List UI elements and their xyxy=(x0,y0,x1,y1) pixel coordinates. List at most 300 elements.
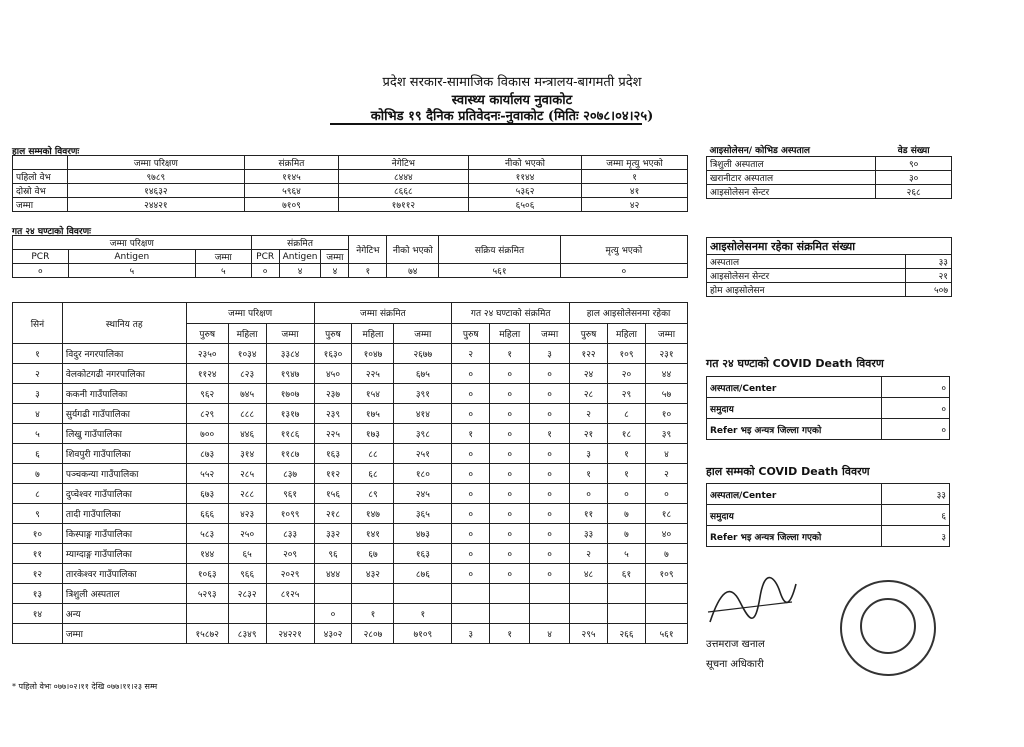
local-cell: ० xyxy=(452,524,490,544)
local-cell: १०९ xyxy=(608,344,646,364)
local-g4: हाल आइसोलेसनमा रहेका xyxy=(570,303,688,324)
local-cell: ० xyxy=(530,524,570,544)
death-count: ० xyxy=(882,398,950,419)
local-place: तारकेश्वर गाउँपालिका xyxy=(62,564,186,584)
local-cell: १ xyxy=(530,424,570,444)
last24-h-antigen: Antigen xyxy=(68,250,195,264)
isolation-name: आइसोलेसन सेन्टर xyxy=(707,185,876,199)
local-cell xyxy=(352,584,394,604)
isolation-infected-title: आइसोलेसनमा रहेका संक्रमित संख्या xyxy=(707,238,952,255)
isolation-name: खरानीटार अस्पताल xyxy=(707,171,876,185)
table-row xyxy=(13,604,688,624)
local-place: अन्य xyxy=(62,604,186,624)
death-count: ० xyxy=(882,377,950,398)
local-cell: ६७५ xyxy=(394,364,452,384)
cumulative-cell: ४१ xyxy=(582,184,688,198)
local-cell: ० xyxy=(530,444,570,464)
cumulative-cell: ७१०९ xyxy=(245,198,339,212)
table-row xyxy=(707,484,950,505)
local-cell: ३६५ xyxy=(394,504,452,524)
local-cell: ९६१ xyxy=(266,484,314,504)
local-cell: १ xyxy=(394,604,452,624)
local-cell: २३१ xyxy=(645,344,687,364)
local-cell: ८२९ xyxy=(186,404,228,424)
table-row xyxy=(707,283,952,297)
local-cell: २२५ xyxy=(352,364,394,384)
local-cell: ४४६ xyxy=(228,424,266,444)
local-cell: ४८ xyxy=(570,564,608,584)
local-cell: १७३ xyxy=(352,424,394,444)
cumulative-header-5: जम्मा मृत्यु भएको xyxy=(582,156,688,170)
local-cell: ९६२ xyxy=(186,384,228,404)
local-cell: ० xyxy=(530,484,570,504)
table-row xyxy=(13,544,688,564)
local-cell: ० xyxy=(452,504,490,524)
local-cell: १६३ xyxy=(314,444,352,464)
last24-h-recovered: नीको भएको xyxy=(387,236,439,264)
local-cell: ० xyxy=(490,504,530,524)
death-count: ० xyxy=(882,419,950,440)
signature-role: सूचना अधिकारी xyxy=(706,659,764,670)
local-cell: ४७३ xyxy=(394,524,452,544)
local-cell: २८ xyxy=(570,384,608,404)
local-cell: ५६१ xyxy=(645,624,687,644)
local-cell: ३३८४ xyxy=(266,344,314,364)
isolation-name: त्रिशुली अस्पताल xyxy=(707,157,876,171)
local-cell: ३ xyxy=(452,624,490,644)
table-row xyxy=(707,419,950,440)
death-count: ६ xyxy=(882,505,950,526)
local-cell xyxy=(608,584,646,604)
death-label: अस्पताल/Center xyxy=(707,484,882,505)
local-cell xyxy=(314,584,352,604)
last24-value: ० xyxy=(251,264,279,278)
last24-caption: गत २४ घण्टाको विवरणः xyxy=(12,227,91,237)
table-row xyxy=(13,564,688,584)
cumulative-cell: ८६६८ xyxy=(338,184,468,198)
local-cell: ७४५ xyxy=(228,384,266,404)
local-cell: ६७ xyxy=(352,544,394,564)
local-cell: १० xyxy=(645,404,687,424)
table-row xyxy=(707,269,952,283)
local-cell: २८५ xyxy=(228,464,266,484)
local-cell: १ xyxy=(608,464,646,484)
local-cell: २ xyxy=(570,544,608,564)
local-h-place: स्थानिय तह xyxy=(62,303,186,344)
local-cell: ० xyxy=(490,464,530,484)
local-place: ककनी गाउँपालिका xyxy=(62,384,186,404)
local-subheader: जम्मा xyxy=(394,323,452,344)
table-row xyxy=(13,198,688,212)
local-cell: २ xyxy=(570,404,608,424)
local-subheader: पुरुष xyxy=(314,323,352,344)
local-cell: २२५ xyxy=(314,424,352,444)
local-cell: ० xyxy=(452,364,490,384)
local-g3: गत २४ घण्टाको संक्रमित xyxy=(452,303,570,324)
last24-value: ५ xyxy=(68,264,195,278)
local-h-sn: सिनं xyxy=(13,303,63,344)
local-cell: ० xyxy=(530,384,570,404)
local-place: वेलकोटगढी नगरपालिका xyxy=(62,364,186,384)
local-cell: ७ xyxy=(645,544,687,564)
last24-h-pcr: PCR xyxy=(13,250,69,264)
cumulative-cell: १ xyxy=(582,170,688,184)
local-cell: ८३३ xyxy=(266,524,314,544)
table-row xyxy=(13,444,688,464)
local-cell: ४ xyxy=(13,404,63,424)
last24-value: ४ xyxy=(279,264,321,278)
local-cell xyxy=(490,604,530,624)
cumulative-cell: ८४४४ xyxy=(338,170,468,184)
local-cell: २८०७ xyxy=(352,624,394,644)
death-label: समुदाय xyxy=(707,505,882,526)
local-cell: २१८ xyxy=(314,504,352,524)
local-subheader: महिला xyxy=(490,323,530,344)
local-subheader: पुरुष xyxy=(570,323,608,344)
local-cell: ११२४ xyxy=(186,364,228,384)
local-cell: ० xyxy=(452,384,490,404)
local-cell: १४४ xyxy=(186,544,228,564)
local-cell: ० xyxy=(530,464,570,484)
local-cell: ७ xyxy=(608,504,646,524)
table-row xyxy=(13,170,688,184)
local-place: सुर्यगढी गाउँपालिका xyxy=(62,404,186,424)
table-row xyxy=(13,624,688,644)
local-cell: ४ xyxy=(645,444,687,464)
local-cell: २८८ xyxy=(228,484,266,504)
local-cell: ० xyxy=(452,484,490,504)
local-cell: ३१४ xyxy=(228,444,266,464)
local-cell xyxy=(228,604,266,624)
last24-group-test: जम्मा परिक्षण xyxy=(13,236,252,250)
last24-h-antigen-infected: Antigen xyxy=(279,250,321,264)
local-cell: ० xyxy=(452,564,490,584)
local-cell: ११२ xyxy=(314,464,352,484)
local-cell: ६ xyxy=(13,444,63,464)
local-cell: १८० xyxy=(394,464,452,484)
local-cell: ५८३ xyxy=(186,524,228,544)
local-cell: १७०७ xyxy=(266,384,314,404)
table-row xyxy=(707,398,950,419)
local-place: पञ्चकन्या गाउँपालिका xyxy=(62,464,186,484)
local-place: तादी गाउँपालिका xyxy=(62,504,186,524)
local-cell: ३ xyxy=(13,384,63,404)
local-cell: ३ xyxy=(570,444,608,464)
local-cell: ० xyxy=(452,444,490,464)
local-cell: २५१ xyxy=(394,444,452,464)
local-cell: ४२३ xyxy=(228,504,266,524)
local-cell: १६३ xyxy=(394,544,452,564)
death-count: ३३ xyxy=(882,484,950,505)
cumulative-caption: हाल सम्मको विवरणः xyxy=(12,147,80,157)
table-row xyxy=(13,364,688,384)
local-cell: २ xyxy=(452,344,490,364)
local-cell: २५० xyxy=(228,524,266,544)
local-cell xyxy=(490,584,530,604)
cumulative-cell: ६५०६ xyxy=(468,198,581,212)
local-cell: ० xyxy=(530,564,570,584)
local-cell: १६३० xyxy=(314,344,352,364)
local-cell: २९ xyxy=(608,384,646,404)
cumulative-cell: ११४५ xyxy=(245,170,339,184)
table-row xyxy=(13,484,688,504)
local-cell: ४५० xyxy=(314,364,352,384)
cumulative-header-2: संक्रमित xyxy=(245,156,339,170)
table-row xyxy=(13,584,688,604)
isolation-infected-name: आइसोलेसन सेन्टर xyxy=(707,269,906,283)
local-cell xyxy=(608,604,646,624)
local-cell: ० xyxy=(570,484,608,504)
local-cell xyxy=(645,584,687,604)
local-cell: ४४४ xyxy=(314,564,352,584)
local-cell: ५ xyxy=(13,424,63,444)
local-cell: ५ xyxy=(608,544,646,564)
last24-value: ५६१ xyxy=(439,264,560,278)
local-cell xyxy=(570,584,608,604)
local-cell: ८८८ xyxy=(228,404,266,424)
local-cell: ७ xyxy=(608,524,646,544)
death-label: अस्पताल/Center xyxy=(707,377,882,398)
death-label: Refer भइ अन्यत्र जिल्ला गएको xyxy=(707,419,882,440)
local-cell: २३५० xyxy=(186,344,228,364)
cumulative-header-4: नीको भएको xyxy=(468,156,581,170)
header-line3: कोभिड १९ दैनिक प्रतिवेदनः-नुवाकोट (मितिः २०७८।०४।२५) xyxy=(370,109,654,124)
local-cell: ० xyxy=(490,444,530,464)
local-cell: १३१७ xyxy=(266,404,314,424)
signature-scribble xyxy=(700,572,800,630)
local-cell: ४ xyxy=(530,624,570,644)
local-cell: १ xyxy=(490,624,530,644)
local-subheader: जम्मा xyxy=(645,323,687,344)
local-cell: ० xyxy=(645,484,687,504)
local-g2: जम्मा संक्रमित xyxy=(314,303,452,324)
local-cell xyxy=(452,584,490,604)
local-cell: ८९ xyxy=(352,484,394,504)
isolation-infected-count: ५०७ xyxy=(906,283,952,297)
local-cell: ० xyxy=(490,404,530,424)
local-cell: २४२२१ xyxy=(266,624,314,644)
local-place: किस्पाङ्ग गाउँपालिका xyxy=(62,524,186,544)
local-cell: ० xyxy=(530,544,570,564)
table-row xyxy=(13,344,688,364)
cumulative-cell: दोस्रो वेभ xyxy=(13,184,68,198)
local-place: विदुर नगरपालिका xyxy=(62,344,186,364)
isolation-table xyxy=(706,143,952,199)
local-cell: २१ xyxy=(570,424,608,444)
local-cell: २३९ xyxy=(314,404,352,424)
local-cell xyxy=(394,584,452,604)
local-cell: ० xyxy=(490,524,530,544)
footnote: * पहिलो वेभः ०७७।०२।११ देखि ०७७।११।२३ सम्म xyxy=(12,682,158,691)
local-cell: ३९८ xyxy=(394,424,452,444)
local-cell: १४७ xyxy=(352,504,394,524)
isolation-header-beds: वेड संख्या xyxy=(876,143,952,157)
death-label: Refer भइ अन्यत्र जिल्ला गएको xyxy=(707,526,882,547)
local-cell: २८३२ xyxy=(228,584,266,604)
local-cell: ४० xyxy=(645,524,687,544)
isolation-beds: ९० xyxy=(876,157,952,171)
local-cell: १२२ xyxy=(570,344,608,364)
local-cell: ४४ xyxy=(645,364,687,384)
local-cell: २६७७ xyxy=(394,344,452,364)
local-cell: ९६ xyxy=(314,544,352,564)
local-cell: ३९ xyxy=(645,424,687,444)
local-cell: ११८६ xyxy=(266,424,314,444)
local-cell: २४५ xyxy=(394,484,452,504)
local-cell: ० xyxy=(490,384,530,404)
local-cell: १०४७ xyxy=(352,344,394,364)
isolation-header-name: आइसोलेसन/ कोभिड अस्पताल xyxy=(707,143,876,157)
table-row xyxy=(707,526,950,547)
local-cell: ८२३ xyxy=(228,364,266,384)
last24-h-death: मृत्यु भएको xyxy=(560,236,687,264)
local-cell: १५८७२ xyxy=(186,624,228,644)
local-cell: १ xyxy=(608,444,646,464)
cumulative-header-0 xyxy=(13,156,68,170)
isolation-infected-count: २१ xyxy=(906,269,952,283)
table-row xyxy=(13,524,688,544)
local-cell: ५२९३ xyxy=(186,584,228,604)
cumulative-cell: १४६३२ xyxy=(67,184,244,198)
local-cell: १ xyxy=(352,604,394,624)
local-g1: जम्मा परिक्षण xyxy=(186,303,314,324)
isolation-infected-name: अस्पताल xyxy=(707,255,906,269)
local-cell: ६१ xyxy=(608,564,646,584)
last24-value: ५ xyxy=(195,264,251,278)
cumulative-cell: २४४२१ xyxy=(67,198,244,212)
local-cell xyxy=(570,604,608,624)
isolation-infected-count: ३३ xyxy=(906,255,952,269)
local-cell xyxy=(645,604,687,624)
local-cell: ९६६ xyxy=(228,564,266,584)
local-cell: २३७ xyxy=(314,384,352,404)
local-cell: १०९९ xyxy=(266,504,314,524)
cumulative-cell: १७११२ xyxy=(338,198,468,212)
office-stamp-emblem xyxy=(860,598,916,654)
last24-value: १ xyxy=(349,264,387,278)
table-row xyxy=(13,404,688,424)
death24-title: गत २४ घण्टाको COVID Death विवरण xyxy=(706,357,884,370)
local-cell: १०३४ xyxy=(228,344,266,364)
local-cell: ९ xyxy=(13,504,63,524)
cumulative-cell: ९७८९ xyxy=(67,170,244,184)
local-cell: २०२९ xyxy=(266,564,314,584)
local-cell: ८७३ xyxy=(186,444,228,464)
death-total-table xyxy=(706,483,950,547)
local-cell xyxy=(530,604,570,624)
local-subheader: पुरुष xyxy=(452,323,490,344)
local-subheader: पुरुष xyxy=(186,323,228,344)
local-cell: १ xyxy=(452,424,490,444)
local-place: लिखु गाउँपालिका xyxy=(62,424,186,444)
local-subheader: महिला xyxy=(608,323,646,344)
local-cell: २० xyxy=(608,364,646,384)
cumulative-table xyxy=(12,155,688,212)
local-cell: ० xyxy=(452,404,490,424)
table-row xyxy=(707,157,952,171)
local-cell: ८७६ xyxy=(394,564,452,584)
last24-value: ४ xyxy=(321,264,349,278)
table-row xyxy=(707,171,952,185)
local-level-table xyxy=(12,302,688,644)
local-cell: २९५ xyxy=(570,624,608,644)
local-subheader: जम्मा xyxy=(266,323,314,344)
local-cell: ८ xyxy=(608,404,646,424)
table-row xyxy=(707,185,952,199)
table-row xyxy=(13,384,688,404)
last24-value: ० xyxy=(13,264,69,278)
cumulative-cell: ५९६४ xyxy=(245,184,339,198)
table-row xyxy=(13,184,688,198)
cumulative-cell: ४२ xyxy=(582,198,688,212)
local-cell: ८३४९ xyxy=(228,624,266,644)
local-cell: १२ xyxy=(13,564,63,584)
cumulative-cell: ५३६२ xyxy=(468,184,581,198)
cumulative-cell: ११४४ xyxy=(468,170,581,184)
local-cell: ० xyxy=(314,604,352,624)
table-row xyxy=(707,505,950,526)
local-cell: ० xyxy=(530,364,570,384)
local-cell: ३३२ xyxy=(314,524,352,544)
local-cell: ५७ xyxy=(645,384,687,404)
local-place: म्याग्दाङ्ग गाउँपालिका xyxy=(62,544,186,564)
local-cell: १०९ xyxy=(645,564,687,584)
local-place: शिवपुरी गाउँपालिका xyxy=(62,444,186,464)
local-cell: ० xyxy=(490,564,530,584)
local-cell: ० xyxy=(490,484,530,504)
last24-table xyxy=(12,235,688,278)
local-subheader: जम्मा xyxy=(530,323,570,344)
local-cell: ७०० xyxy=(186,424,228,444)
last24-group-infected: संक्रमित xyxy=(251,236,349,250)
local-cell: ६६६ xyxy=(186,504,228,524)
local-cell: १ xyxy=(13,344,63,364)
local-cell: १ xyxy=(490,344,530,364)
cumulative-header-3: नेगेटिभ xyxy=(338,156,468,170)
local-cell: ११ xyxy=(570,504,608,524)
cumulative-header-1: जम्मा परिक्षण xyxy=(67,156,244,170)
local-cell: ४१४ xyxy=(394,404,452,424)
local-cell: १४१ xyxy=(352,524,394,544)
local-cell: १० xyxy=(13,524,63,544)
local-cell xyxy=(13,624,63,644)
last24-h-pcr-infected: PCR xyxy=(251,250,279,264)
local-cell: ७१०९ xyxy=(394,624,452,644)
table-row xyxy=(707,255,952,269)
isolation-infected-table xyxy=(706,237,952,297)
death-label: समुदाय xyxy=(707,398,882,419)
local-cell: ० xyxy=(490,544,530,564)
local-place: त्रिशुली अस्पताल xyxy=(62,584,186,604)
header-line1: प्रदेश सरकार-सामाजिक विकास मन्त्रालय-बागमती प्रदेश xyxy=(382,75,642,90)
header-line2: स्वास्थ्य कार्यालय नुवाकोट xyxy=(451,93,573,108)
death-total-title: हाल सम्मको COVID Death विवरण xyxy=(706,465,870,478)
local-cell: ११ xyxy=(13,544,63,564)
local-cell: २६६ xyxy=(608,624,646,644)
local-cell xyxy=(530,584,570,604)
last24-h-total-infected: जम्मा xyxy=(321,250,349,264)
table-row xyxy=(13,504,688,524)
death-count: ३ xyxy=(882,526,950,547)
local-cell: २४ xyxy=(570,364,608,384)
local-cell: ० xyxy=(530,404,570,424)
local-place: जम्मा xyxy=(62,624,186,644)
local-cell xyxy=(452,604,490,624)
last24-h-active: सक्रिय संक्रमित xyxy=(439,236,560,264)
local-cell: २ xyxy=(645,464,687,484)
local-cell: १४ xyxy=(13,604,63,624)
isolation-infected-name: होम आइसोलेसन xyxy=(707,283,906,297)
